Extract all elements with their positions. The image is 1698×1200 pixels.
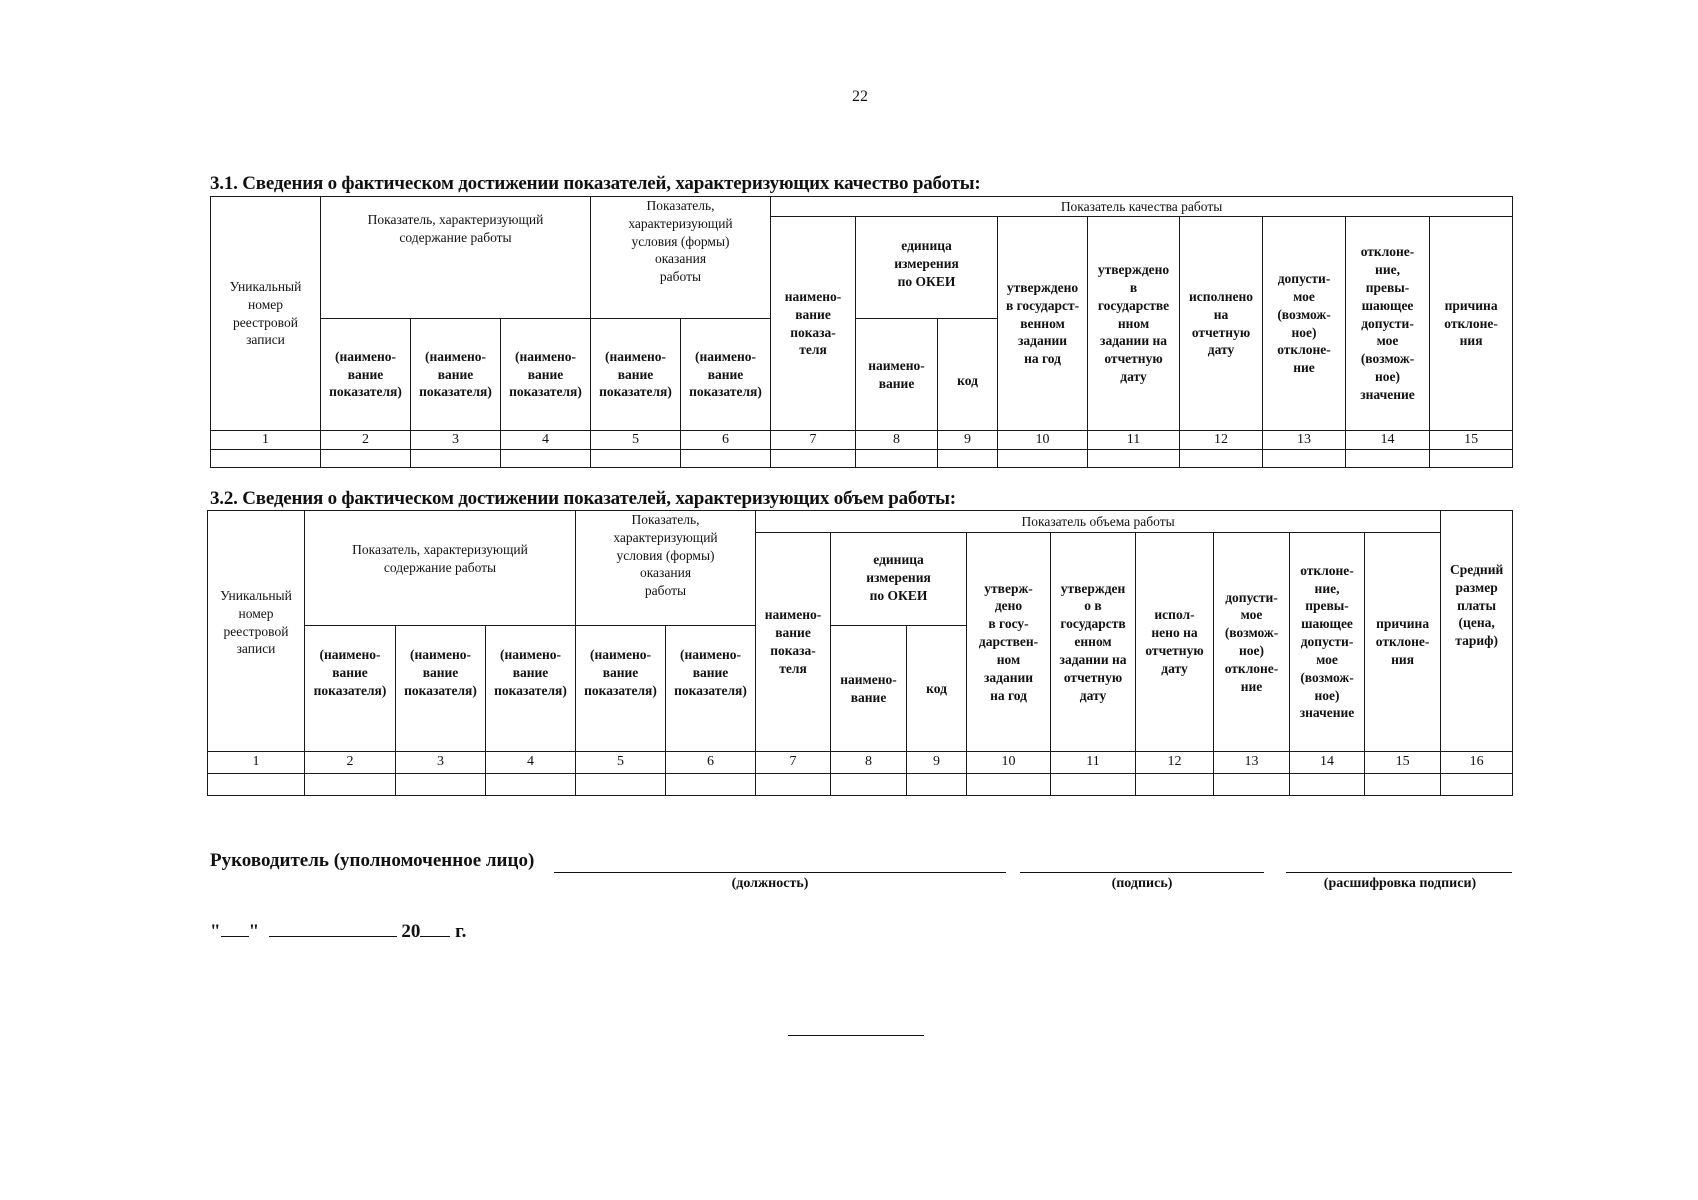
column-number: 10 bbox=[967, 752, 1051, 774]
indicator-name-header: наимено- вание показа- теля bbox=[756, 533, 831, 752]
quality-indicator-group-header: Показатель качества работы bbox=[771, 197, 1513, 217]
year-field[interactable] bbox=[420, 920, 450, 937]
data-cell[interactable] bbox=[1430, 450, 1513, 468]
data-cell[interactable] bbox=[1365, 774, 1441, 796]
column-number: 1 bbox=[211, 431, 321, 450]
executed-header: исполнено на отчетную дату bbox=[1180, 217, 1263, 431]
data-cell[interactable] bbox=[1136, 774, 1214, 796]
data-cell[interactable] bbox=[1180, 450, 1263, 468]
content-indicator-name-1: (наимено- вание показателя) bbox=[321, 319, 411, 431]
signature-decode-caption: (расшифровка подписи) bbox=[1323, 876, 1477, 891]
footnote-separator bbox=[788, 1035, 924, 1036]
content-indicator-header: Показатель, характеризующий содержание работы bbox=[321, 197, 591, 319]
position-caption: (должность) bbox=[731, 876, 809, 891]
conditions-indicator-header: Показатель, характеризующий условия (формы) оказания работы bbox=[591, 197, 771, 319]
signature-field-line[interactable] bbox=[1020, 872, 1264, 873]
column-number: 10 bbox=[998, 431, 1088, 450]
year-suffix: г. bbox=[455, 921, 467, 942]
okei-unit-code-header: код bbox=[938, 319, 998, 431]
column-number: 15 bbox=[1365, 752, 1441, 774]
approved-year-header: утверж- дено в госу- дарствен- ном задании на год bbox=[967, 533, 1051, 752]
column-number: 7 bbox=[756, 752, 831, 774]
column-number: 3 bbox=[411, 431, 501, 450]
data-cell[interactable] bbox=[1290, 774, 1365, 796]
conditions-indicator-name-1: (наимено- вание показателя) bbox=[576, 626, 666, 752]
section-3-2-title: 3.2. Сведения о фактическом достижении показателей, характеризующих объем работы: bbox=[210, 488, 956, 509]
data-cell[interactable] bbox=[591, 450, 681, 468]
section-3-1-title: 3.1. Сведения о фактическом достижении показателей, характеризующих качество работы: bbox=[210, 173, 981, 194]
column-number: 4 bbox=[486, 752, 576, 774]
day-field[interactable] bbox=[221, 920, 249, 937]
conditions-indicator-name-1: (наимено- вание показателя) bbox=[591, 319, 681, 431]
conditions-indicator-name-2: (наимено- вание показателя) bbox=[666, 626, 756, 752]
okei-unit-code-header: код bbox=[907, 626, 967, 752]
approved-date-header: утверждено в государстве нном задании на отчетную дату bbox=[1088, 217, 1180, 431]
data-cell[interactable] bbox=[666, 774, 756, 796]
column-number-row bbox=[208, 752, 1513, 774]
data-cell[interactable] bbox=[907, 774, 967, 796]
average-fee-header: Средний размер платы (цена, тариф) bbox=[1441, 511, 1513, 752]
content-indicator-name-3: (наимено- вание показателя) bbox=[486, 626, 576, 752]
exceeding-deviation-header: отклоне- ние, превы- шающее допусти- мое (возмож- ное) значение bbox=[1290, 533, 1365, 752]
content-indicator-header: Показатель, характеризующий содержание работы bbox=[305, 511, 576, 626]
column-number: 2 bbox=[321, 431, 411, 450]
column-number: 13 bbox=[1214, 752, 1290, 774]
column-number: 6 bbox=[666, 752, 756, 774]
content-indicator-name-1: (наимено- вание показателя) bbox=[305, 626, 396, 752]
conditions-indicator-header: Показатель, характеризующий условия (формы) оказания работы bbox=[576, 511, 756, 626]
data-cell[interactable] bbox=[208, 774, 305, 796]
column-number: 2 bbox=[305, 752, 396, 774]
quote-close: " bbox=[248, 921, 260, 942]
column-number: 9 bbox=[907, 752, 967, 774]
data-cell[interactable] bbox=[501, 450, 591, 468]
quote-open: " bbox=[210, 921, 221, 942]
data-cell[interactable] bbox=[486, 774, 576, 796]
data-cell[interactable] bbox=[1346, 450, 1430, 468]
volume-indicators-table bbox=[207, 510, 1513, 796]
data-cell[interactable] bbox=[1051, 774, 1136, 796]
exceeding-deviation-header: отклоне- ние, превы- шающее допусти- мое (возмож- ное) значение bbox=[1346, 217, 1430, 431]
column-number: 7 bbox=[771, 431, 856, 450]
data-cell[interactable] bbox=[211, 450, 321, 468]
okei-unit-name-header: наимено- вание bbox=[856, 319, 938, 431]
column-number: 15 bbox=[1430, 431, 1513, 450]
column-number: 13 bbox=[1263, 431, 1346, 450]
signature-caption: (подпись) bbox=[1111, 876, 1173, 891]
executed-header: испол- нено на отчетную дату bbox=[1136, 533, 1214, 752]
year-prefix: 20 bbox=[401, 921, 421, 942]
column-number: 5 bbox=[591, 431, 681, 450]
volume-indicator-group-header: Показатель объема работы bbox=[756, 511, 1441, 533]
signature-decode-field-line[interactable] bbox=[1286, 872, 1512, 873]
column-number: 12 bbox=[1180, 431, 1263, 450]
data-cell[interactable] bbox=[305, 774, 396, 796]
data-cell[interactable] bbox=[756, 774, 831, 796]
okei-unit-name-header: наимено- вание bbox=[831, 626, 907, 752]
date-line bbox=[210, 920, 466, 943]
okei-unit-header: единица измерения по ОКЕИ bbox=[856, 217, 998, 319]
quality-indicators-table bbox=[210, 196, 1513, 468]
content-indicator-name-2: (наимено- вание показателя) bbox=[396, 626, 486, 752]
unique-record-number-header: Уникальный номер реестровой записи bbox=[208, 511, 305, 752]
empty-data-row bbox=[208, 774, 1513, 796]
data-cell[interactable] bbox=[1441, 774, 1513, 796]
content-indicator-name-2: (наимено- вание показателя) bbox=[411, 319, 501, 431]
deviation-reason-header: причина отклоне- ния bbox=[1430, 217, 1513, 431]
data-cell[interactable] bbox=[321, 450, 411, 468]
allowed-deviation-header: допусти- мое (возмож- ное) отклоне- ние bbox=[1263, 217, 1346, 431]
unique-record-number-header: Уникальный номер реестровой записи bbox=[211, 197, 321, 431]
column-number: 12 bbox=[1136, 752, 1214, 774]
head-signature-label: Руководитель (уполномоченное лицо) bbox=[210, 850, 535, 871]
data-cell[interactable] bbox=[1263, 450, 1346, 468]
approved-date-header: утвержден о в государств енном задании на отчетную дату bbox=[1051, 533, 1136, 752]
column-number: 5 bbox=[576, 752, 666, 774]
data-cell[interactable] bbox=[1088, 450, 1180, 468]
content-indicator-name-3: (наимено- вание показателя) bbox=[501, 319, 591, 431]
approved-year-header: утверждено в государст- венном задании на год bbox=[998, 217, 1088, 431]
column-number: 1 bbox=[208, 752, 305, 774]
allowed-deviation-header: допусти- мое (возмож- ное) отклоне- ние bbox=[1214, 533, 1290, 752]
column-number: 4 bbox=[501, 431, 591, 450]
column-number: 3 bbox=[396, 752, 486, 774]
data-cell[interactable] bbox=[967, 774, 1051, 796]
column-number: 11 bbox=[1088, 431, 1180, 450]
column-number: 14 bbox=[1346, 431, 1430, 450]
column-number: 16 bbox=[1441, 752, 1513, 774]
column-number: 14 bbox=[1290, 752, 1365, 774]
column-number: 8 bbox=[831, 752, 907, 774]
conditions-indicator-name-2: (наимено- вание показателя) bbox=[681, 319, 771, 431]
column-number: 6 bbox=[681, 431, 771, 450]
data-cell[interactable] bbox=[1214, 774, 1290, 796]
data-cell[interactable] bbox=[396, 774, 486, 796]
page-number: 22 bbox=[852, 88, 868, 105]
data-cell[interactable] bbox=[576, 774, 666, 796]
position-field-line[interactable] bbox=[554, 872, 1006, 873]
data-cell[interactable] bbox=[681, 450, 771, 468]
deviation-reason-header: причина отклоне- ния bbox=[1365, 533, 1441, 752]
data-cell[interactable] bbox=[856, 450, 938, 468]
okei-unit-header: единица измерения по ОКЕИ bbox=[831, 533, 967, 626]
empty-data-row bbox=[211, 450, 1513, 468]
month-field[interactable] bbox=[269, 920, 397, 937]
data-cell[interactable] bbox=[831, 774, 907, 796]
column-number: 8 bbox=[856, 431, 938, 450]
data-cell[interactable] bbox=[938, 450, 998, 468]
data-cell[interactable] bbox=[411, 450, 501, 468]
column-number: 11 bbox=[1051, 752, 1136, 774]
data-cell[interactable] bbox=[998, 450, 1088, 468]
column-number-row bbox=[211, 431, 1513, 450]
data-cell[interactable] bbox=[771, 450, 856, 468]
column-number: 9 bbox=[938, 431, 998, 450]
indicator-name-header: наимено- вание показа- теля bbox=[771, 217, 856, 431]
